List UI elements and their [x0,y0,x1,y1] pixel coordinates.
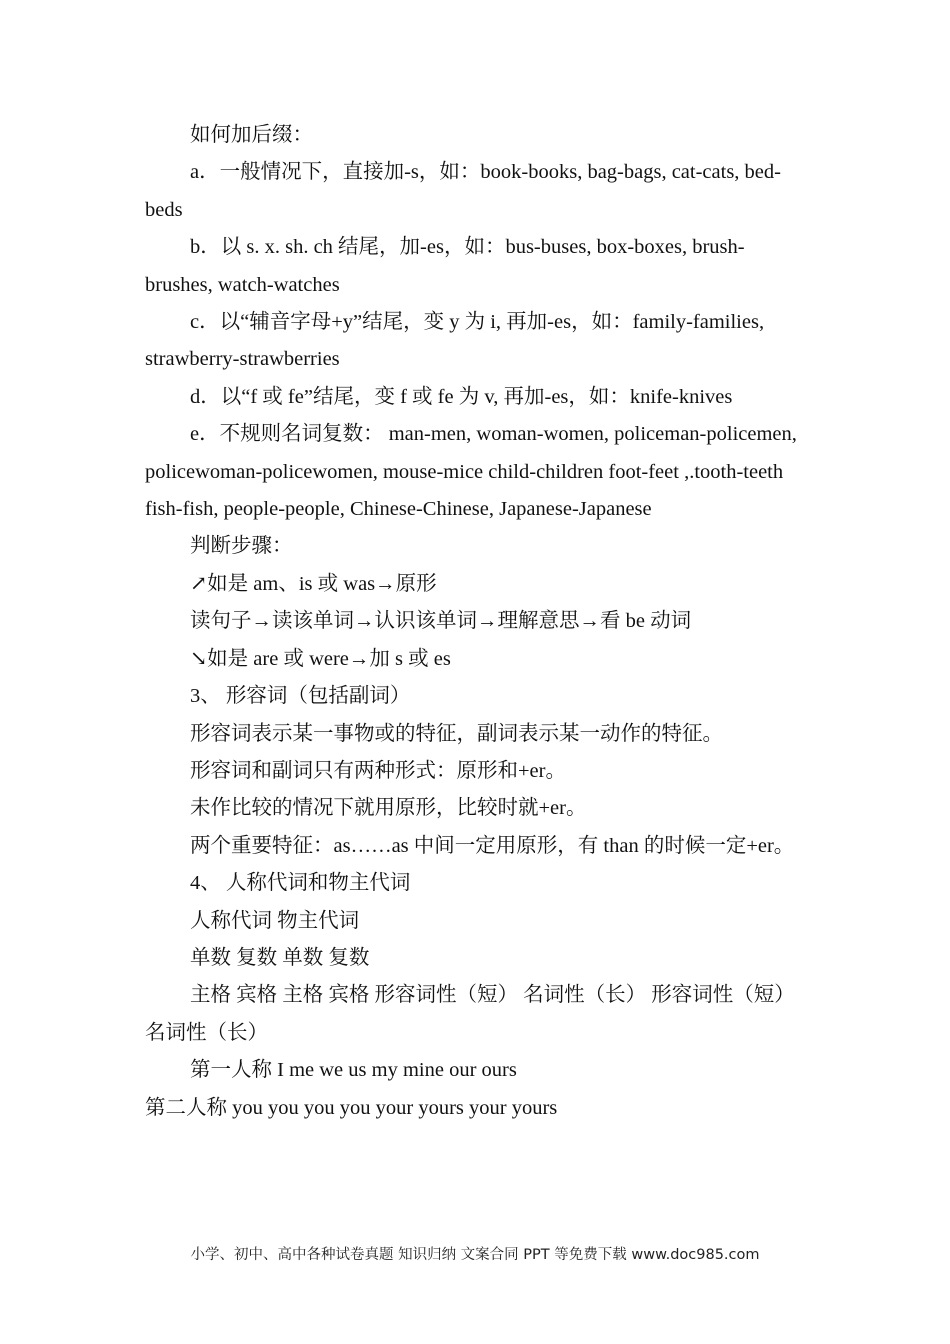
section-3-heading: 3、 形容词（包括副词） [190,685,411,708]
page-footer: 小学、初中、高中各种试卷真题 知识归纳 文案合同 PPT 等免费下载 www.doc985.com [190,1247,760,1263]
adjective-line-2: 形容词和副词只有两种形式：原形和+er。 [190,759,566,782]
pronoun-header-1: 人称代词 物主代词 [190,909,360,932]
pronoun-row-second-person: 第二人称 you you you you your yours your yours [145,1096,558,1119]
pronoun-header-3: 主格 宾格 主格 宾格 形容词性（短） 名词性（长） 形容词性（短） 名词性（长） [145,984,795,1044]
rule-a: a．一般情况下，直接加-s，如：book-books, bag-bags, cat-cats, bed-beds [145,161,781,221]
step-line-3: ↘如是 are 或 were→加 s 或 es [190,647,451,670]
pronoun-header-2: 单数 复数 单数 复数 [190,946,370,969]
section-4-heading: 4、 人称代词和物主代词 [190,872,411,895]
step-line-2: 读句子→读该单词→认识该单词→理解意思→看 be 动词 [190,610,692,633]
adjective-line-1: 形容词表示某一事物或的特征，副词表示某一动作的特征。 [190,722,723,745]
step-line-1: ↗如是 am、is 或 was→原形 [190,572,437,595]
rule-d: d．以“f 或 fe”结尾，变 f 或 fe 为 v, 再加-es，如：knife-knives [190,385,733,408]
pronoun-row-first-person: 第一人称 I me we us my mine our ours [190,1059,517,1082]
rule-c: c．以“辅音字母+y”结尾，变 y 为 i, 再加-es，如：family-families, strawberry-strawberries [145,311,765,371]
adjective-line-3: 未作比较的情况下就用原形，比较时就+er。 [190,797,587,820]
document-body [145,117,800,1127]
rule-e: e．不规则名词复数： man-men, woman-women, policeman-policemen, policewoman-policewomen, mouse-mice child-children foot-feet ,.tooth-teeth fish-fish, people-people, Chinese-Chinese, Japanese-Japanese [145,423,797,521]
section-heading-suffix: 如何加后缀： [190,124,313,146]
steps-heading: 判断步骤： [190,535,293,558]
rule-b: b．以 s. x. sh. ch 结尾，加-es，如：bus-buses, box-boxes, brush-brushes, watch-watches [145,236,745,296]
adjective-line-4: 两个重要特征：as……as 中间一定用原形，有 than 的时候一定+er。 [190,834,795,857]
